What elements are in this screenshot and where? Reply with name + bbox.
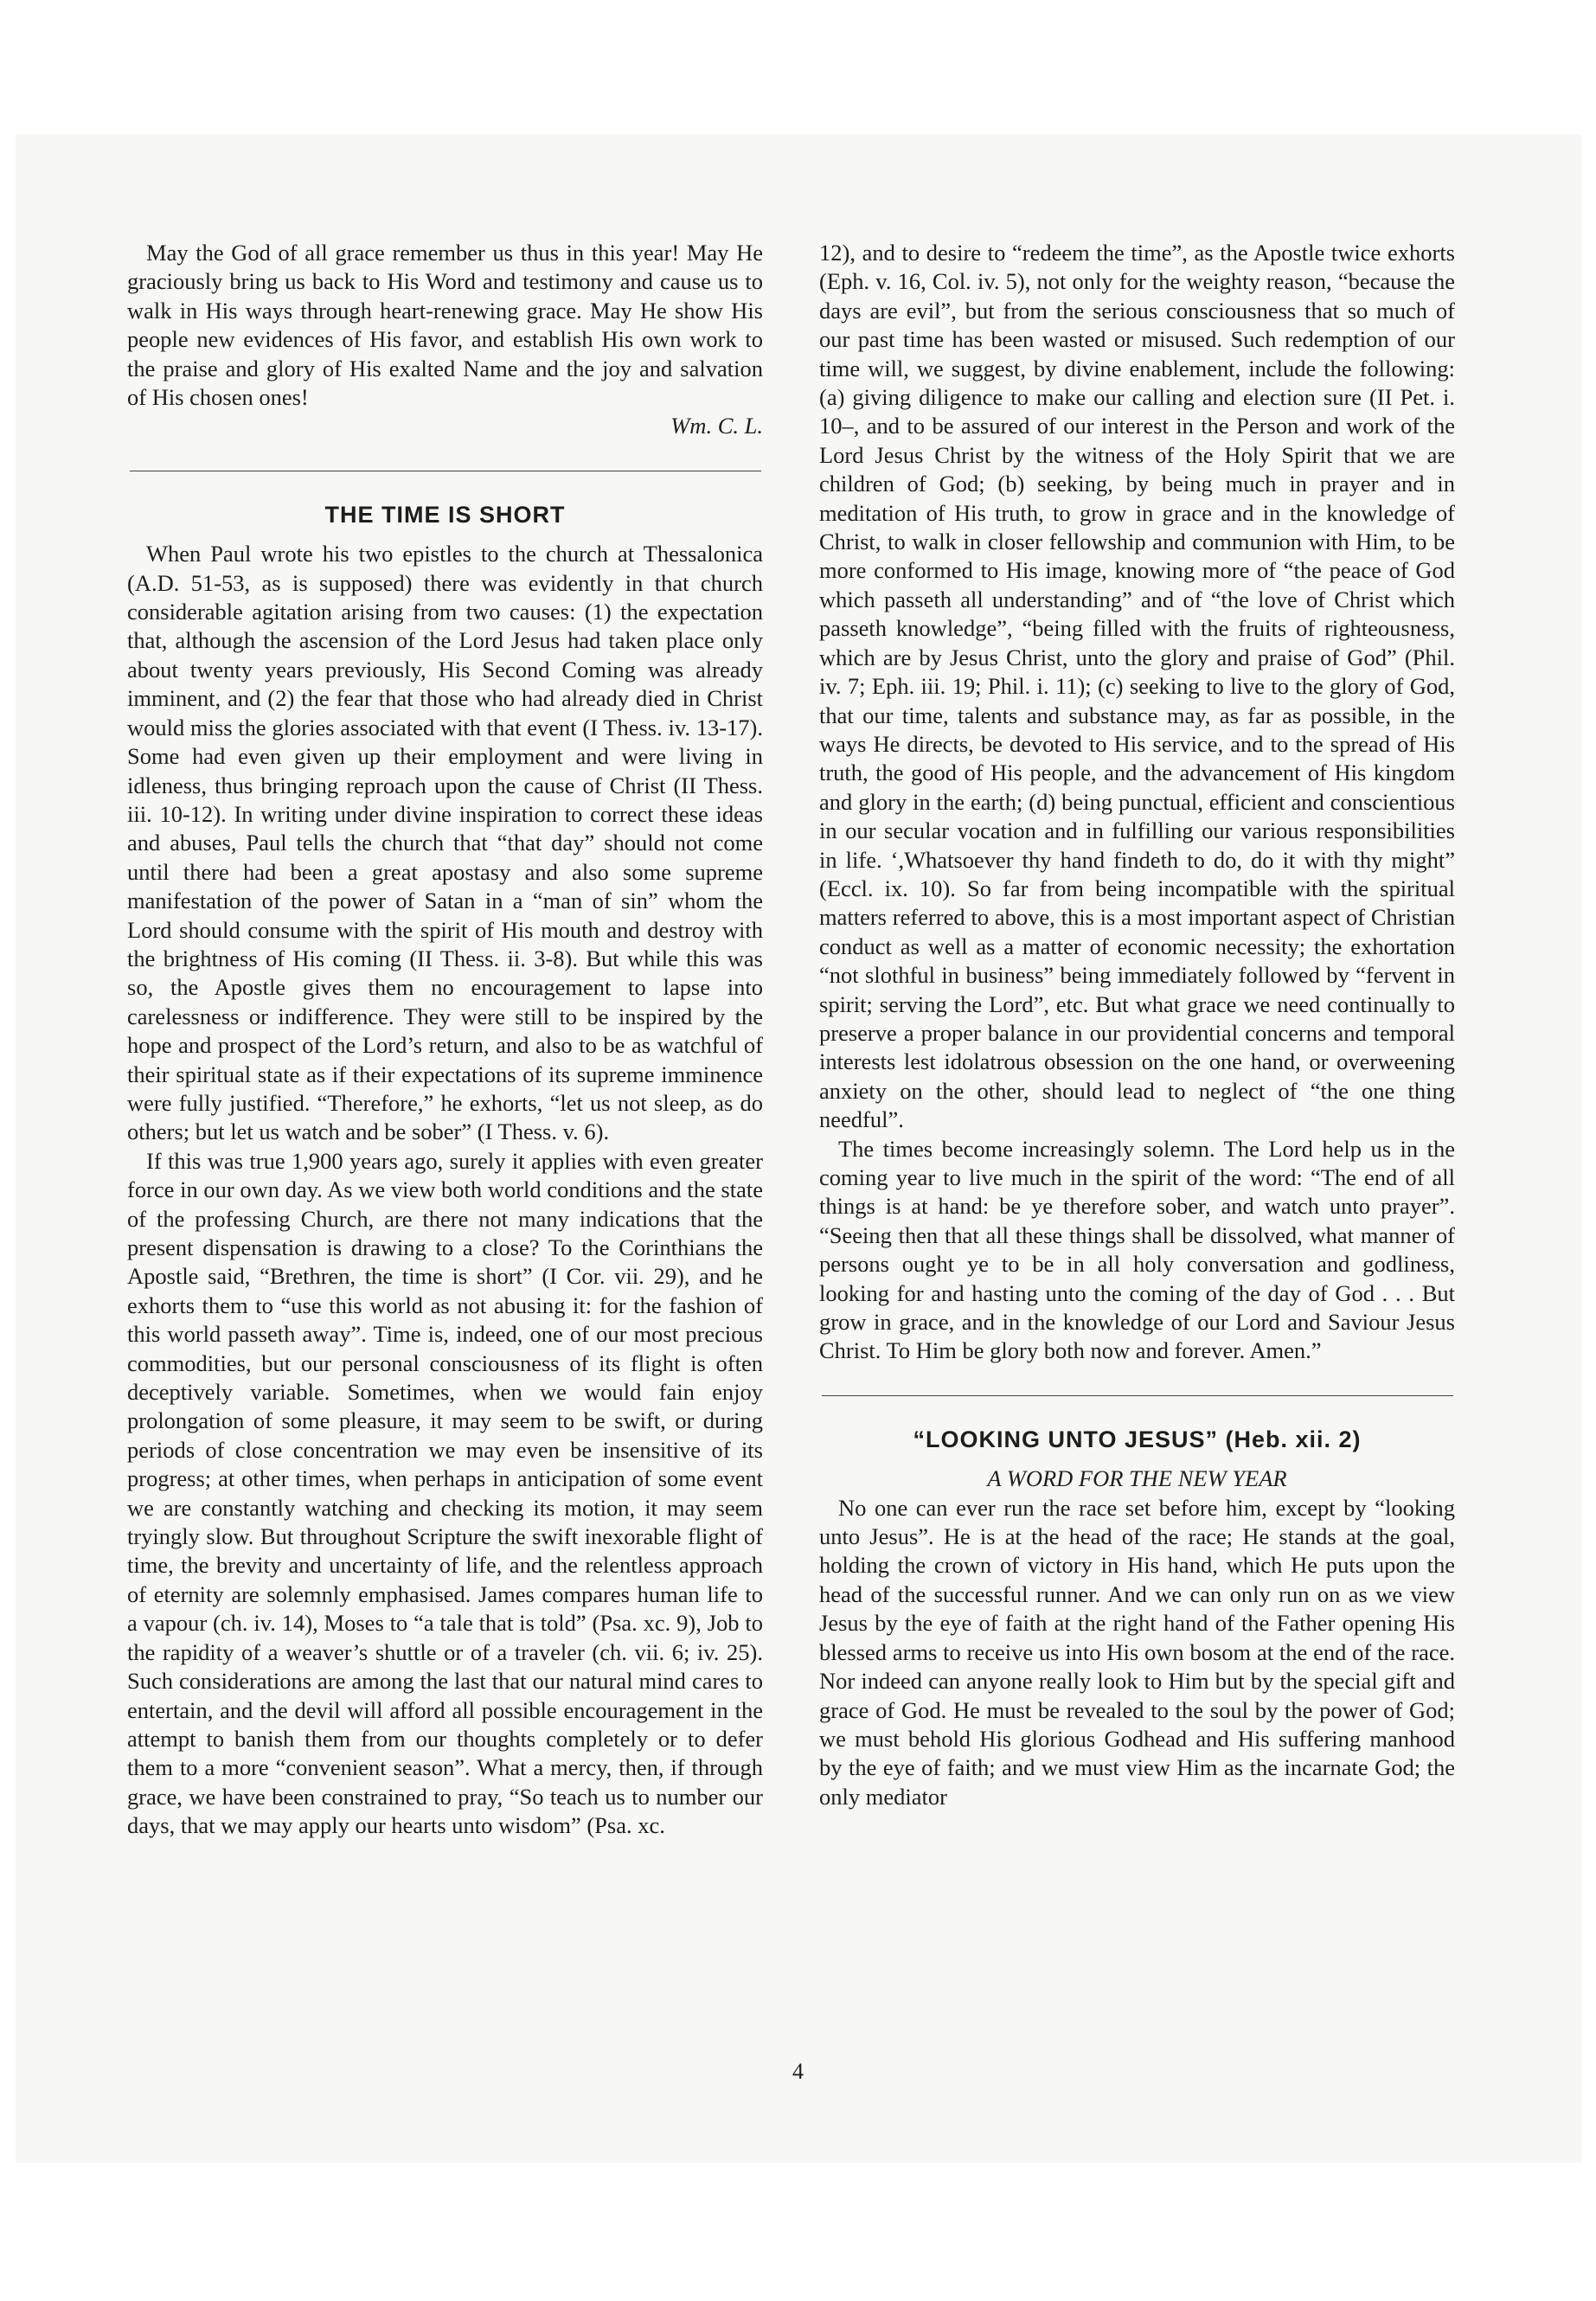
article-title-looking-unto-jesus: “LOOKING UNTO JESUS” (Heb. xii. 2)	[913, 1426, 1362, 1452]
article-title-time-is-short: THE TIME IS SHORT	[324, 501, 566, 528]
time-is-short-paragraph-3: 12), and to desire to “redeem the time”, as the Apostle twice exhorts (Eph. v. 16, Col. iv. 5), not only for the weighty reason, “because the days are evil”, but from the serious consciousness that so much of our past time has been wasted or misused. Such redemption of our time will, we suggest, by divine enablement, include the following: (a) giving diligence to make our calling and election sure (II Pet. i. 10–, and to be assured of our interest in the Person and work of the Lord Jesus Christ by the witness of the Holy Spirit that we are children of God; (b) seeking, by being much in prayer and in meditation of His truth, to grow in grace and in the knowledge of Christ, to walk in closer fellowship and communion with Him, to be more conformed to His image, knowing more of “the peace of God which passeth all understanding” and of “the love of Christ which passeth knowledge”, “being filled with the fruits of righteousness, which are by Jesus Christ, unto the glory and praise of God” (Phil. iv. 7; Eph. iii. 19; Phil. i. 11); (c) seeking to live to the glory of God, that our time, talents and substance may, as far as possible, in the ways He directs, be devoted to His service, and to the spread of His truth, the good of His people, and the advancement of His kingdom and glory in the earth; (d) being punctual, efficient and conscientious in our secular vocation and in fulfilling our various responsibilities in life. ‘,Whatsoever thy hand findeth to do, do it with thy might” (Eccl. ix. 10). So far from being incompatible with the spiritual matters referred to above, this is a most important aspect of Christian conduct as well as a matter of economic necessity; the exhortation “not slothful in business” being immediately followed by “fervent in spirit; serving the Lord”, etc. But what grace we need continually to preserve a proper balance in our providential concerns and temporal interests lest idolatrous obsession on the one hand, or overweening anxiety on the other, should lead to neglect of “the one thing needful”.	[819, 240, 1455, 1133]
left-column	[127, 239, 763, 1841]
section-divider	[822, 1395, 1453, 1396]
article-subtitle: A WORD FOR THE NEW YEAR	[987, 1465, 1287, 1492]
time-is-short-paragraph-1: When Paul wrote his two epistles to the church at Thessalonica (A.D. 51-53, as is supposed) there was evidently in that church considerable agitation arising from two causes: (1) the expectation that, although the ascension of the Lord Jesus had taken place only about twenty years previously, His Second Coming was already imminent, and (2) the fear that those who had already died in Christ would miss the glories associated with that event (I Thess. iv. 13-17). Some had even given up their employment and were living in idleness, thus bringing reproach upon the cause of Christ (II Thess. iii. 10-12). In writing under divine inspiration to correct these ideas and abuses, Paul tells the church that “that day” should not come until there had been a great apostasy and also some supreme manifestation of the power of Satan in a “man of sin” whom the Lord should consume with the spirit of His mouth and destroy with the brightness of His coming (II Thess. ii. 3-8). But while this was so, the Apostle gives them no encouragement to lapse into carelessness or indifference. They were still to be inspired by the hope and prospect of the Lord’s return, and also to be as watchful of their spiritual state as if their expectations of its supreme imminence were fully justified. “Therefore,” he exhorts, “let us not sleep, as do others; but let us watch and be sober” (I Thess. v. 6).	[127, 541, 763, 1145]
right-column	[819, 239, 1455, 1811]
time-is-short-paragraph-2: If this was true 1,900 years ago, surely it applies with even greater force in our own day. As we view both world conditions and the state of the professing Church, are there not many indications that the present dispensation is drawing to a close? To the Corinthians the Apostle said, “Brethren, the time is short” (I Cor. vii. 29), and he exhorts them to “use this world as not abusing it: for the fashion of this world passeth away”. Time is, indeed, one of our most precious commodities, but our personal consciousness of its flight is often deceptively variable. Sometimes, when we would fain enjoy prolongation of some pleasure, it may seem to be swift, or during periods of close concentration we may even be insensitive of its progress; at other times, when perhaps in anticipation of some event we are constantly watching and checking its motion, it may seem tryingly slow. But throughout Scripture the swift inexorable flight of time, the brevity and uncertainty of life, and the relentless approach of eternity are solemnly emphasised. James compares human life to a vapour (ch. iv. 14), Moses to “a tale that is told” (Psa. xc. 9), Job to the rapidity of a weaver’s shuttle or of a traveler (ch. vii. 6; iv. 25). Such considerations are among the last that our natural mind cares to entertain, and the devil will afford all possible encouragement in the attempt to banish them from our thoughts completely or to defer them to a more “convenient season”. What a mercy, then, if through grace, we have been constrained to pray, “So teach us to number our days, that we may apply our hearts unto wisdom” (Psa. xc.	[127, 1147, 763, 1839]
looking-unto-jesus-paragraph-1: No one can ever run the race set before him, except by “looking unto Jesus”. He is at the head of the race; He stands at the goal, holding the crown of victory in His hand, which He puts upon the head of the successful runner. And we can only run on as we view Jesus by the eye of faith at the right hand of the Father opening His blessed arms to receive us into His own bosom at the end of the race. Nor indeed can anyone really look to Him but by the special gift and grace of God. He must be revealed to the soul by the power of God; we must behold His glorious Godhead and His suffering manhood by the eye of faith; and we must view Him as the incarnate God; the only mediator	[819, 1494, 1455, 1810]
time-is-short-paragraph-4: The times become increasingly solemn. The Lord help us in the coming year to live much in the spirit of the word: “The end of all things is at hand: be ye therefore sober, and watch unto prayer”. “Seeing then that all these things shall be dissolved, what manner of persons ought ye to be in all holy conversation and godliness, looking for and hasting unto the coming of the day of God . . . But grow in grace, and in the knowledge of our Lord and Saviour Jesus Christ. To Him be glory both now and forever. Amen.”	[819, 1135, 1455, 1364]
signature: Wm. C. L.	[670, 413, 763, 439]
page-number: 4	[792, 2059, 804, 2084]
intro-paragraph: May the God of all grace remember us thus in this year! May He graciously bring us back to His Word and testimony and cause us to walk in His ways through heart-renewing grace. May He show His people new evidences of His favor, and establish His own work to the praise and glory of His exalted Name and the joy and salvation of His chosen ones!	[127, 240, 763, 411]
